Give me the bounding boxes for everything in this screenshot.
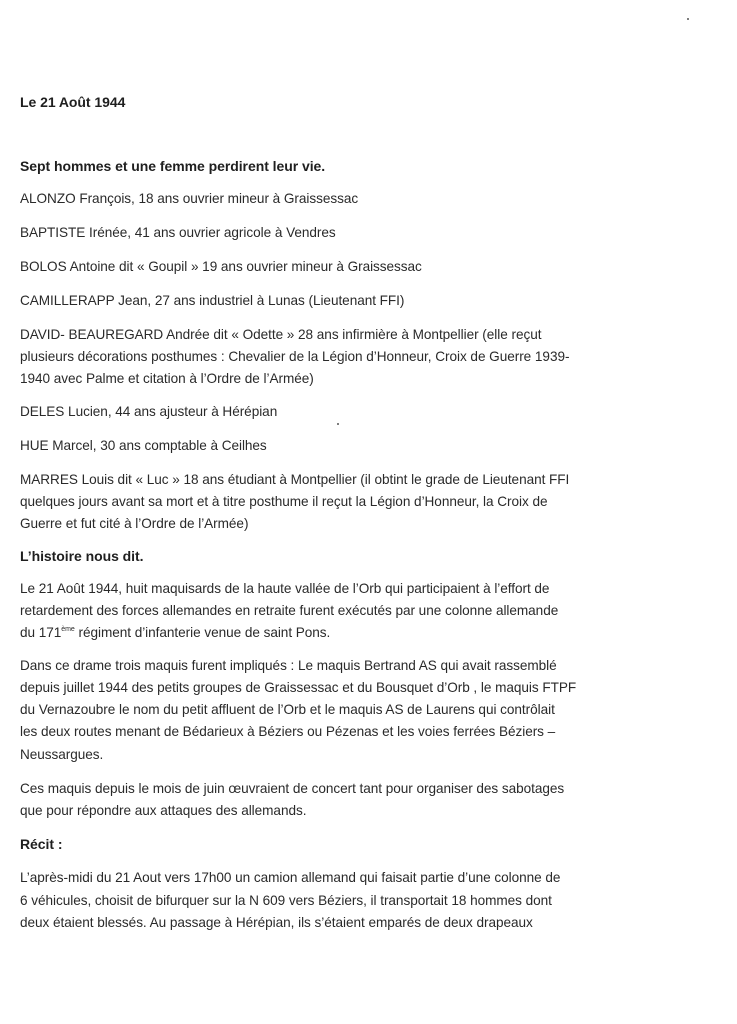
history-p1-line-3-post: régiment d’infanterie venue de saint Pons. xyxy=(74,625,331,640)
page-title: Le 21 Août 1944 xyxy=(20,94,126,110)
victims-heading: Sept hommes et une femme perdirent leur vie. xyxy=(20,158,326,174)
victim-deles: DELES Lucien, 44 ans ajusteur à Hérépian xyxy=(20,404,278,419)
scan-speck xyxy=(687,18,689,20)
victim-marres-line-1: MARRES Louis dit « Luc » 18 ans étudiant à Montpellier (il obtint le grade de Lieutenant FFI xyxy=(20,472,570,487)
history-p2-line-4: les deux routes menant de Bédarieux à Béziers ou Pézenas et les voies ferrées Béziers – xyxy=(20,724,556,739)
scan-speck xyxy=(337,423,339,425)
victim-marres-line-3: Guerre et fut cité à l’Ordre de l’Armée) xyxy=(20,516,249,531)
history-p1-line-3 xyxy=(20,624,330,645)
victim-marres-line-2: quelques jours avant sa mort et à titre posthume il reçut la Légion d’Honneur, la Croix de xyxy=(20,494,548,509)
victim-camillerapp: CAMILLERAPP Jean, 27 ans industriel à Lunas (Lieutenant FFI) xyxy=(20,293,405,308)
history-p2-line-5: Neussargues. xyxy=(20,747,104,762)
history-p2-line-1: Dans ce drame trois maquis furent impliqués : Le maquis Bertrand AS qui avait rassemblé xyxy=(20,658,557,673)
history-p3-line-1: Ces maquis depuis le mois de juin œuvraient de concert tant pour organiser des sabotages xyxy=(20,781,565,796)
victim-david-beauregard-line-2: plusieurs décorations posthumes : Chevalier de la Légion d’Honneur, Croix de Guerre 1939- xyxy=(20,349,570,364)
victim-alonzo: ALONZO François, 18 ans ouvrier mineur à Graissessac xyxy=(20,191,359,206)
recit-p1-line-2: 6 véhicules, choisit de bifurquer sur la N 609 vers Béziers, il transportait 18 hommes dont xyxy=(20,893,552,908)
history-p1-line-2: retardement des forces allemandes en retraite furent exécutés par une colonne allemande xyxy=(20,603,559,618)
history-p2-line-3: du Vernazoubre le nom du petit affluent de l’Orb et le maquis AS de Laurens qui contrôlait xyxy=(20,702,555,717)
victim-baptiste: BAPTISTE Irénée, 41 ans ouvrier agricole à Vendres xyxy=(20,225,336,240)
recit-p1-line-3: deux étaient blessés. Au passage à Hérépian, ils s’étaient emparés de deux drapeaux xyxy=(20,915,533,930)
victim-david-beauregard-line-1: DAVID- BEAUREGARD Andrée dit « Odette » 28 ans infirmière à Montpellier (elle reçut xyxy=(20,327,542,342)
victim-hue: HUE Marcel, 30 ans comptable à Ceilhes xyxy=(20,438,267,453)
superscript-eme: ème xyxy=(61,626,75,633)
history-heading: L’histoire nous dit. xyxy=(20,548,144,564)
history-p2-line-2: depuis juillet 1944 des petits groupes de Graissessac et du Bousquet d’Orb , le maquis FTPF xyxy=(20,680,577,695)
history-p3-line-2: que pour répondre aux attaques des allemands. xyxy=(20,803,307,818)
victim-bolos: BOLOS Antoine dit « Goupil » 19 ans ouvrier mineur à Graissessac xyxy=(20,259,422,274)
recit-p1-line-1: L’après-midi du 21 Aout vers 17h00 un camion allemand qui faisait partie d’une colonne de xyxy=(20,870,561,885)
history-p1-line-3-pre: du 171 xyxy=(20,625,62,640)
history-p1-line-1: Le 21 Août 1944, huit maquisards de la haute vallée de l’Orb qui participaient à l’effort de xyxy=(20,581,550,596)
victim-david-beauregard-line-3: 1940 avec Palme et citation à l’Ordre de l’Armée) xyxy=(20,371,314,386)
recit-heading: Récit : xyxy=(20,836,63,852)
